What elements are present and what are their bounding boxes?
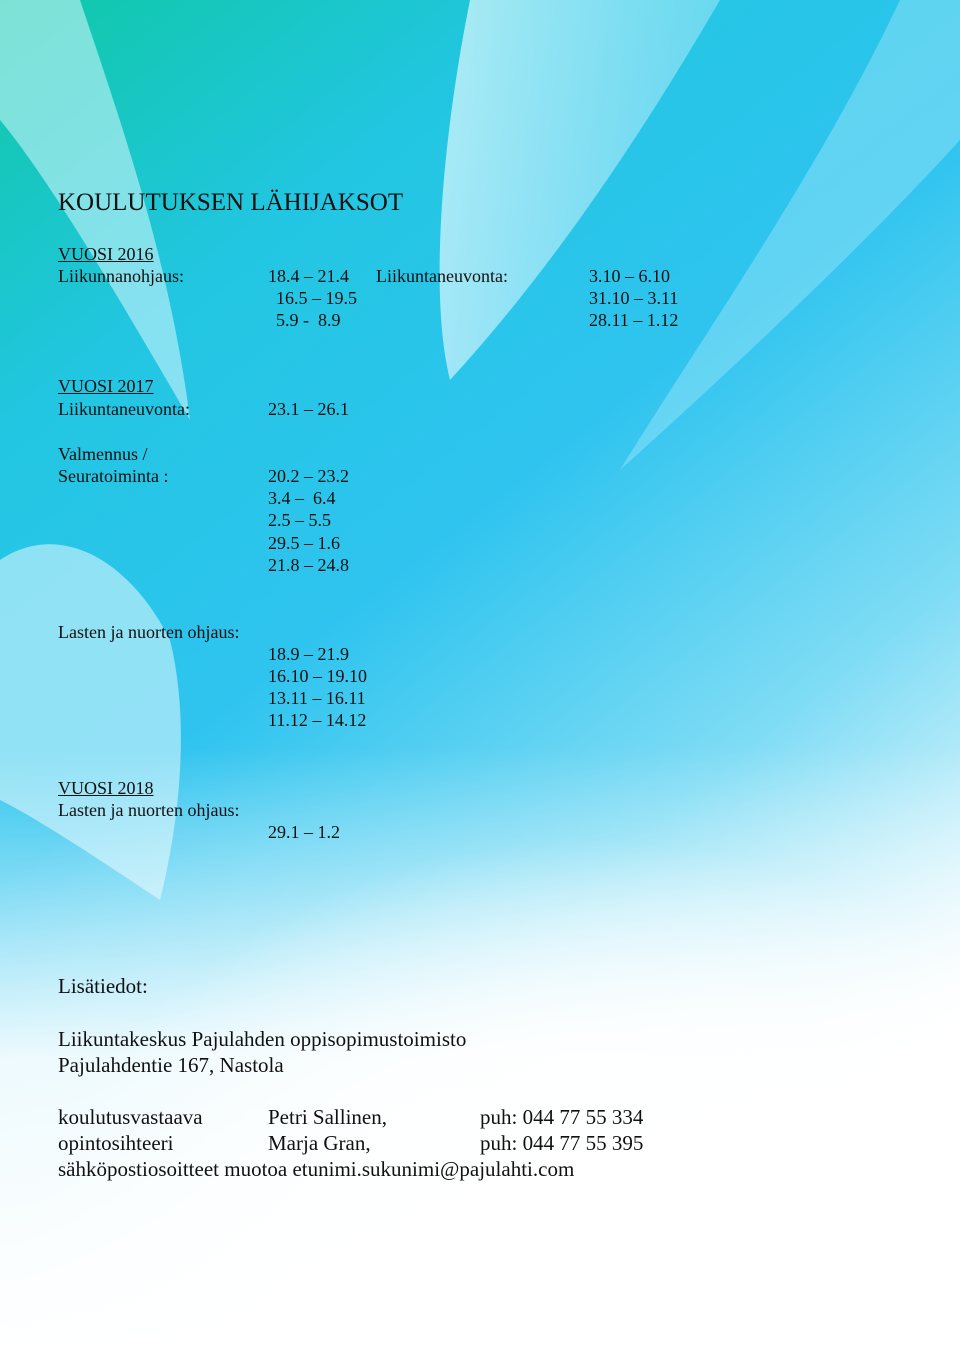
liikunnanohjaus-label: Liikunnanohjaus: [58, 266, 184, 286]
date-range: 29.5 – 1.6 [268, 533, 340, 553]
date-range: 21.8 – 24.8 [268, 555, 349, 575]
contact-name: Marja Gran, [268, 1131, 371, 1155]
valmennus-label: Valmennus / [58, 444, 148, 464]
liikuntaneuvonta-label: Liikuntaneuvonta: [376, 266, 508, 286]
contact-phone: puh: 044 77 55 334 [480, 1105, 644, 1129]
date-range: 5.9 - 8.9 [276, 310, 341, 330]
liikuntaneuvonta-label: Liikuntaneuvonta: [58, 399, 190, 419]
contact-phone: puh: 044 77 55 395 [480, 1131, 644, 1155]
year-2016-heading: VUOSI 2016 [58, 244, 154, 264]
lasten-ohjaus-label: Lasten ja nuorten ohjaus: [58, 622, 240, 642]
date-range: 20.2 – 23.2 [268, 466, 349, 486]
date-range: 2.5 – 5.5 [268, 510, 331, 530]
date-range: 16.10 – 19.10 [268, 666, 367, 686]
date-range: 23.1 – 26.1 [268, 399, 349, 419]
org-address: Pajulahdentie 167, Nastola [58, 1053, 284, 1077]
page-title: KOULUTUKSEN LÄHIJAKSOT [58, 189, 404, 216]
lasten-ohjaus-label: Lasten ja nuorten ohjaus: [58, 800, 240, 820]
date-range: 11.12 – 14.12 [268, 710, 367, 730]
contact-role: koulutusvastaava [58, 1105, 203, 1129]
date-range: 3.10 – 6.10 [589, 266, 670, 286]
year-2017-heading: VUOSI 2017 [58, 376, 154, 396]
date-range: 29.1 – 1.2 [268, 822, 340, 842]
date-range: 16.5 – 19.5 [276, 288, 357, 308]
date-range: 18.4 – 21.4 [268, 266, 349, 286]
date-range: 3.4 – 6.4 [268, 488, 336, 508]
date-range: 13.11 – 16.11 [268, 688, 366, 708]
date-range: 31.10 – 3.11 [589, 288, 679, 308]
year-2018-heading: VUOSI 2018 [58, 778, 154, 798]
date-range: 28.11 – 1.12 [589, 310, 679, 330]
email-format-note: sähköpostiosoitteet muotoa etunimi.sukunimi@pajulahti.com [58, 1157, 575, 1181]
org-name: Liikuntakeskus Pajulahden oppisopimustoimisto [58, 1027, 467, 1051]
contact-role: opintosihteeri [58, 1131, 174, 1155]
date-range: 18.9 – 21.9 [268, 644, 349, 664]
info-heading: Lisätiedot: [58, 974, 148, 998]
seuratoiminta-label: Seuratoiminta : [58, 466, 169, 486]
contact-name: Petri Sallinen, [268, 1105, 387, 1129]
